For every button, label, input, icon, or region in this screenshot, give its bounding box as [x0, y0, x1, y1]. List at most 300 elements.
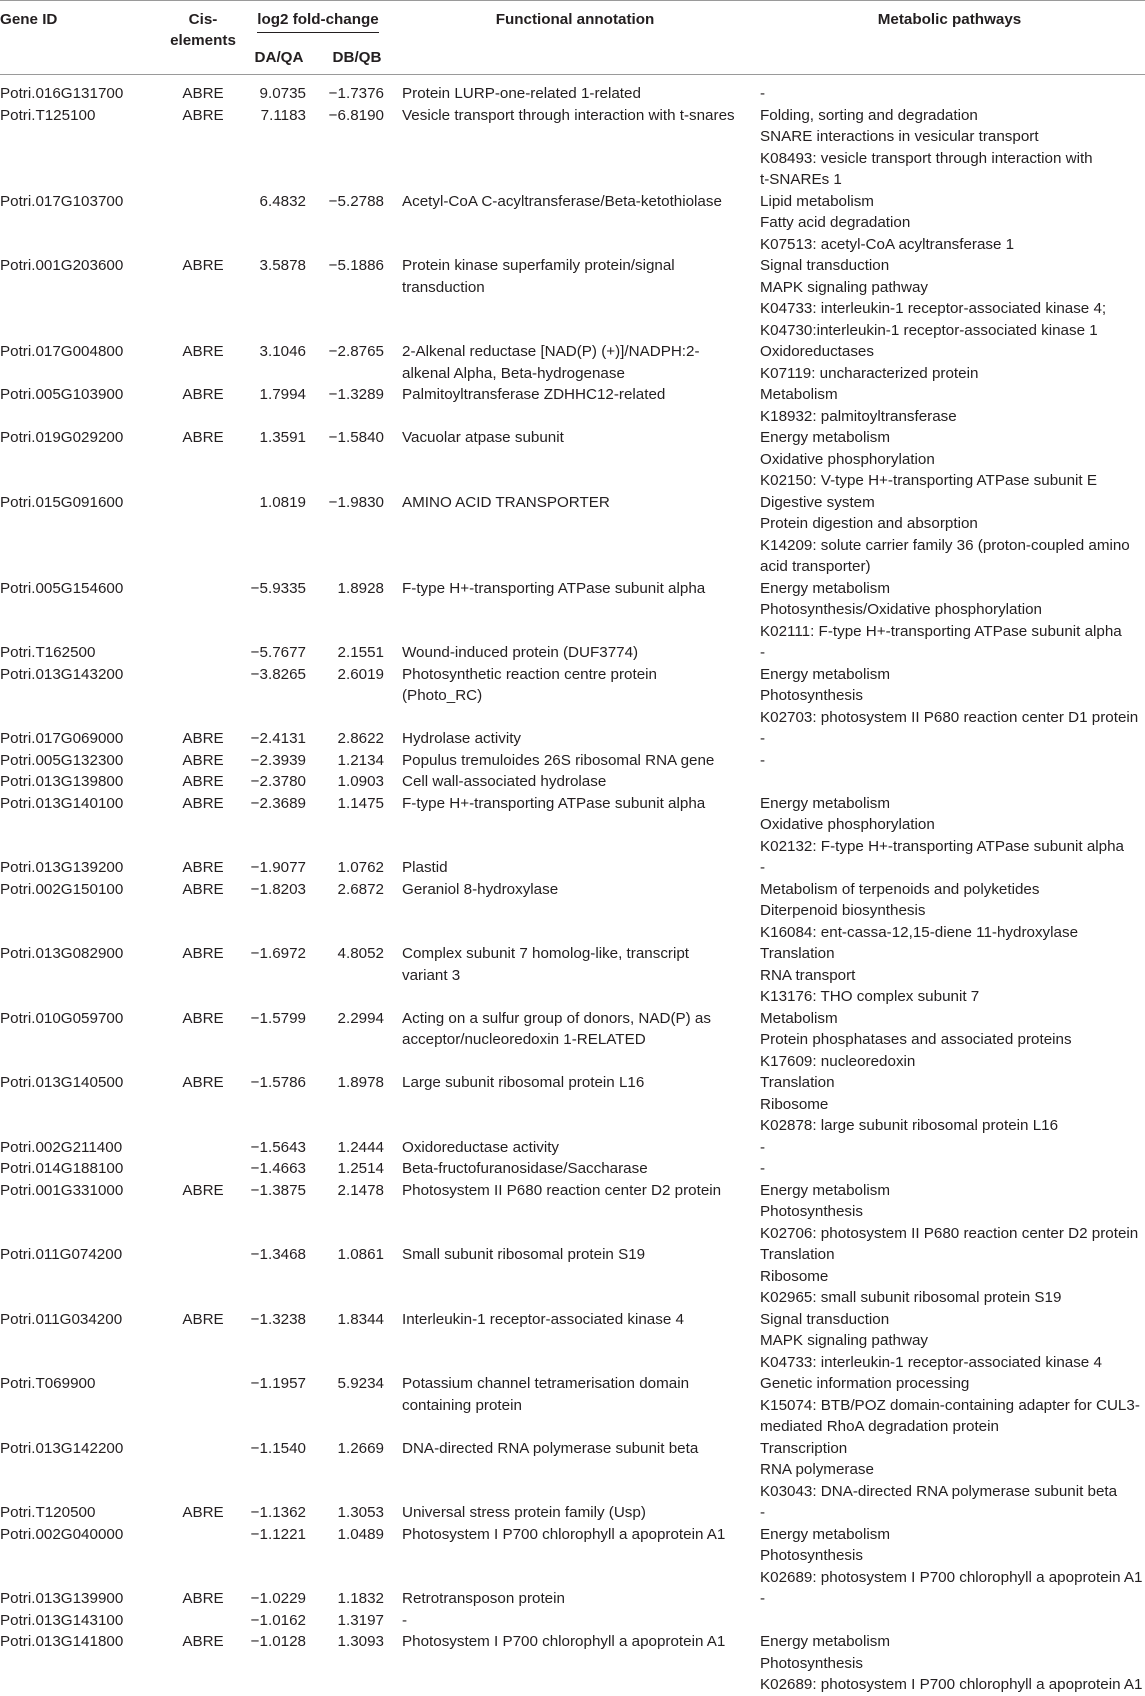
table-row	[0, 105, 1145, 191]
da-qa-value: −1.0128	[250, 1633, 306, 1650]
gene-id-cell: Potri.005G132300	[0, 751, 124, 769]
cis-element-cell: ABRE	[182, 1633, 224, 1650]
functional-annotation-cell	[396, 1008, 754, 1073]
pathway-line: Translation	[760, 1074, 835, 1091]
metabolic-pathway-cell	[754, 943, 1145, 1008]
pathway-line: Oxidative phosphorylation	[760, 816, 935, 833]
functional-annotation-cell	[396, 1438, 754, 1503]
da-qa-value: 1.3591	[259, 429, 306, 446]
gene-id-cell: Potri.013G140500	[0, 1074, 124, 1091]
da-qa-value: −1.0162	[250, 1611, 306, 1629]
table-row	[0, 384, 1145, 427]
gene-id-cell: Potri.013G139800	[0, 773, 124, 790]
pathway-line: K18932: palmitoyltransferase	[760, 407, 957, 425]
annotation-line: Potassium channel tetramerisation domain	[402, 1375, 690, 1392]
metabolic-pathway-cell	[754, 1373, 1145, 1438]
db-qb-value: −1.5840	[328, 429, 384, 446]
table-row	[0, 1244, 1145, 1309]
annotation-line: F-type H+-transporting ATPase subunit alpha	[402, 579, 706, 597]
cis-element-cell: ABRE	[182, 1009, 224, 1027]
pathway-line: Fatty acid degradation	[760, 214, 911, 231]
pathway-line: Energy metabolism	[760, 1525, 890, 1543]
pathway-line: RNA transport	[760, 966, 856, 984]
db-qb-value: 2.6872	[337, 880, 384, 898]
cis-element-cell	[166, 1524, 240, 1589]
annotation-line: Photosystem I P700 chlorophyll a apoprotein A1	[402, 1633, 726, 1650]
gene-id-cell: Potri.013G143100	[0, 1611, 124, 1629]
metabolic-pathway-cell	[754, 857, 1145, 879]
metabolic-pathway-cell	[754, 1158, 1145, 1180]
pathway-line: Energy metabolism	[760, 1633, 890, 1650]
da-qa-value: −1.3875	[250, 1181, 306, 1199]
functional-annotation-cell	[396, 1072, 754, 1137]
table-row	[0, 664, 1145, 729]
da-qa-value: 3.5878	[259, 257, 306, 274]
pathway-line: K04733: interleukin-1 receptor-associated kinase 4	[760, 1353, 1102, 1371]
cis-element-cell: ABRE	[182, 106, 224, 124]
annotation-line: Palmitoyltransferase ZDHHC12-related	[402, 386, 666, 403]
table-row	[0, 75, 1145, 105]
da-qa-value: −2.4131	[250, 730, 306, 747]
annotation-line: Vacuolar atpase subunit	[402, 429, 564, 446]
pathway-line: MAPK signaling pathway	[760, 1332, 928, 1349]
gene-id-cell: Potri.013G139900	[0, 1590, 124, 1607]
db-qb-value: −1.9830	[328, 493, 384, 511]
pathway-line: K03043: DNA-directed RNA polymerase subunit beta	[760, 1482, 1118, 1500]
table-row	[0, 1158, 1145, 1180]
metabolic-pathway-cell	[754, 1610, 1145, 1632]
metabolic-pathway-cell	[754, 1008, 1145, 1073]
annotation-line: (Photo_RC)	[402, 687, 483, 704]
cis-element-cell	[166, 1610, 240, 1632]
metabolic-pathway-cell	[754, 664, 1145, 729]
da-qa-value: −2.3689	[250, 794, 306, 812]
metabolic-pathway-cell	[754, 771, 1145, 793]
cis-element-cell	[166, 1244, 240, 1309]
functional-annotation-cell	[396, 664, 754, 729]
annotation-line: alkenal Alpha, Beta-hydrogenase	[402, 364, 625, 382]
functional-annotation-cell	[396, 1244, 754, 1309]
pathway-line: K07119: uncharacterized protein	[760, 364, 979, 382]
gene-id-cell: Potri.001G331000	[0, 1181, 124, 1199]
table-row	[0, 750, 1145, 772]
header-gene-id: Gene ID	[0, 1, 166, 75]
pathway-line: Protein phosphatases and associated proteins	[760, 1031, 1072, 1048]
gene-id-cell: Potri.011G074200	[0, 1246, 123, 1263]
metabolic-pathway-cell	[754, 1244, 1145, 1309]
db-qb-value: 1.8928	[337, 579, 384, 597]
header-metabolic-pathways: Metabolic pathways	[754, 1, 1145, 75]
functional-annotation-cell	[396, 1158, 754, 1180]
pathway-line: Translation	[760, 945, 835, 962]
pathway-line: RNA polymerase	[760, 1461, 874, 1478]
metabolic-pathway-cell	[754, 1180, 1145, 1245]
pathway-line: Energy metabolism	[760, 1181, 890, 1199]
pathway-line: K02706: photosystem II P680 reaction center D2 protein	[760, 1224, 1139, 1242]
functional-annotation-cell	[396, 75, 754, 105]
pathway-line: Energy metabolism	[760, 429, 890, 446]
table-row	[0, 255, 1145, 341]
table-row	[0, 492, 1145, 578]
table-row	[0, 341, 1145, 384]
pathway-line: K13176: THO complex subunit 7	[760, 988, 980, 1005]
db-qb-value: 1.0903	[337, 773, 384, 790]
db-qb-value: −1.3289	[328, 386, 384, 403]
pathway-line: Photosynthesis	[760, 1203, 863, 1220]
pathway-line: K04730:interleukin-1 receptor-associated kinase 1	[760, 321, 1098, 339]
db-qb-value: −1.7376	[328, 85, 384, 102]
gene-id-cell: Potri.002G150100	[0, 880, 124, 898]
pathway-line: K02111: F-type H+-transporting ATPase subunit alpha	[760, 622, 1122, 640]
header-db-qb: DB/QB	[318, 42, 396, 75]
db-qb-value: −2.8765	[328, 343, 384, 360]
da-qa-value: −2.3939	[250, 751, 306, 769]
db-qb-value: 4.8052	[337, 945, 384, 962]
pathway-line: Photosynthesis	[760, 1654, 863, 1672]
table-row	[0, 427, 1145, 492]
da-qa-value: −1.4663	[250, 1160, 306, 1177]
db-qb-value: 1.2444	[337, 1138, 384, 1156]
annotation-line: Hydrolase activity	[402, 730, 522, 747]
gene-id-cell: Potri.T162500	[0, 644, 96, 661]
functional-annotation-cell	[396, 642, 754, 664]
functional-annotation-cell	[396, 750, 754, 772]
db-qb-value: 5.9234	[337, 1375, 384, 1392]
cis-element-cell	[166, 664, 240, 729]
table-row	[0, 1373, 1145, 1438]
pathway-line: K15074: BTB/POZ domain-containing adapter for CUL3-	[760, 1396, 1140, 1414]
db-qb-value: 1.1475	[337, 794, 384, 812]
db-qb-value: 2.1478	[337, 1181, 384, 1199]
functional-annotation-cell	[396, 1502, 754, 1524]
table-row	[0, 1137, 1145, 1159]
pathway-line: Folding, sorting and degradation	[760, 106, 978, 124]
da-qa-value: −1.8203	[250, 880, 306, 898]
table-row	[0, 191, 1145, 256]
table-row	[0, 879, 1145, 944]
gene-id-cell: Potri.005G154600	[0, 579, 124, 597]
pathway-line: t-SNAREs 1	[760, 171, 842, 188]
annotation-line: Photosystem I P700 chlorophyll a apoprotein A1	[402, 1525, 726, 1543]
gene-id-cell: Potri.005G103900	[0, 386, 124, 403]
pathway-line: Signal transduction	[760, 1310, 890, 1328]
functional-annotation-cell	[396, 191, 754, 256]
table-row	[0, 728, 1145, 750]
cis-element-cell	[166, 492, 240, 578]
cis-element-cell: ABRE	[182, 1181, 224, 1199]
da-qa-value: −1.5643	[250, 1138, 306, 1156]
pathway-line: Energy metabolism	[760, 665, 890, 683]
pathway-line: Lipid metabolism	[760, 192, 874, 210]
gene-id-cell: Potri.013G143200	[0, 665, 124, 683]
pathway-line: -	[760, 751, 766, 769]
gene-id-cell: Potri.015G091600	[0, 493, 124, 511]
da-qa-value: −2.3780	[250, 773, 306, 790]
db-qb-value: 1.3197	[337, 1611, 384, 1629]
cis-element-cell	[166, 191, 240, 256]
table-row	[0, 1524, 1145, 1589]
db-qb-value: 1.0861	[337, 1246, 384, 1263]
pathway-line: Oxidoreductases	[760, 343, 874, 360]
annotation-line: Protein LURP-one-related 1-related	[402, 85, 641, 102]
annotation-line: Oxidoreductase activity	[402, 1138, 560, 1156]
da-qa-value: −1.6972	[250, 945, 306, 962]
annotation-line: Acting on a sulfur group of donors, NAD(P) as	[402, 1009, 711, 1027]
metabolic-pathway-cell	[754, 578, 1145, 643]
functional-annotation-cell	[396, 427, 754, 492]
gene-id-cell: Potri.013G142200	[0, 1439, 124, 1457]
pathway-line: K14209: solute carrier family 36 (proton-coupled amino	[760, 536, 1130, 554]
cis-element-cell: ABRE	[182, 945, 224, 962]
gene-id-cell: Potri.011G034200	[0, 1310, 123, 1328]
cis-element-cell: ABRE	[182, 751, 224, 769]
annotation-line: Cell wall-associated hydrolase	[402, 773, 607, 790]
cis-element-cell: ABRE	[182, 859, 224, 876]
annotation-line: -	[402, 1611, 408, 1629]
da-qa-value: −1.1957	[250, 1375, 306, 1392]
pathway-line: Signal transduction	[760, 257, 890, 274]
functional-annotation-cell	[396, 1610, 754, 1632]
pathway-line: Oxidative phosphorylation	[760, 450, 935, 468]
pathway-line: Ribosome	[760, 1267, 829, 1285]
db-qb-value: 1.1832	[337, 1590, 384, 1607]
metabolic-pathway-cell	[754, 1588, 1145, 1610]
metabolic-pathway-cell	[754, 1137, 1145, 1159]
cis-element-cell	[166, 578, 240, 643]
functional-annotation-cell	[396, 578, 754, 643]
pathway-line: Energy metabolism	[760, 794, 890, 812]
gene-id-cell: Potri.017G103700	[0, 192, 124, 210]
annotation-line: Universal stress protein family (Usp)	[402, 1504, 646, 1521]
da-qa-value: −1.3238	[250, 1310, 306, 1328]
annotation-line: variant 3	[402, 966, 461, 984]
gene-id-cell: Potri.017G069000	[0, 730, 124, 747]
annotation-line: Complex subunit 7 homolog-like, transcript	[402, 945, 690, 962]
db-qb-value: 2.1551	[337, 644, 384, 661]
db-qb-value: −6.8190	[328, 106, 384, 124]
table-row	[0, 771, 1145, 793]
gene-id-cell: Potri.014G188100	[0, 1160, 124, 1177]
pathway-line: SNARE interactions in vesicular transport	[760, 128, 1039, 145]
annotation-line: DNA-directed RNA polymerase subunit beta	[402, 1439, 699, 1457]
functional-annotation-cell	[396, 879, 754, 944]
annotation-line: Wound-induced protein (DUF3774)	[402, 644, 639, 661]
metabolic-pathway-cell	[754, 793, 1145, 858]
header-da-qa: DA/QA	[240, 42, 318, 75]
table-row	[0, 1180, 1145, 1245]
metabolic-pathway-cell	[754, 341, 1145, 384]
pathway-line: Photosynthesis	[760, 1547, 863, 1564]
da-qa-value: 6.4832	[259, 192, 306, 210]
pathway-line: -	[760, 1160, 766, 1177]
annotation-line: acceptor/nucleoredoxin 1-RELATED	[402, 1031, 646, 1048]
functional-annotation-cell	[396, 492, 754, 578]
metabolic-pathway-cell	[754, 1309, 1145, 1374]
pathway-line: K02878: large subunit ribosomal protein L16	[760, 1117, 1059, 1134]
db-qb-value: 1.8344	[337, 1310, 384, 1328]
functional-annotation-cell	[396, 1180, 754, 1245]
gene-id-cell: Potri.016G131700	[0, 85, 124, 102]
pathway-line: Metabolism	[760, 386, 838, 403]
pathway-line: mediated RhoA degradation protein	[760, 1418, 999, 1435]
table-row	[0, 642, 1145, 664]
gene-id-cell: Potri.013G139200	[0, 859, 124, 876]
header-log2-fold-change: log2 fold-change	[240, 1, 396, 43]
metabolic-pathway-cell	[754, 384, 1145, 427]
pathway-line: Diterpenoid biosynthesis	[760, 902, 926, 919]
pathway-line: Ribosome	[760, 1095, 829, 1113]
pathway-line: -	[760, 1504, 766, 1521]
functional-annotation-cell	[396, 771, 754, 793]
metabolic-pathway-cell	[754, 75, 1145, 105]
pathway-line: K02150: V-type H+-transporting ATPase subunit E	[760, 472, 1097, 489]
da-qa-value: −1.3468	[250, 1246, 306, 1263]
db-qb-value: 1.0762	[337, 859, 384, 876]
functional-annotation-cell	[396, 105, 754, 191]
table-row	[0, 1072, 1145, 1137]
db-qb-value: 2.2994	[337, 1009, 384, 1027]
table-row	[0, 578, 1145, 643]
pathway-line: -	[760, 1138, 766, 1156]
table-row	[0, 1438, 1145, 1503]
metabolic-pathway-cell	[754, 1438, 1145, 1503]
annotation-line: AMINO ACID TRANSPORTER	[402, 493, 610, 511]
da-qa-value: −1.5786	[250, 1074, 306, 1091]
table-row	[0, 1502, 1145, 1524]
annotation-line: Photosystem II P680 reaction center D2 protein	[402, 1181, 722, 1199]
pathway-line: -	[760, 644, 766, 661]
metabolic-pathway-cell	[754, 105, 1145, 191]
db-qb-value: 2.8622	[337, 730, 384, 747]
pathway-line: K02132: F-type H+-transporting ATPase subunit alpha	[760, 837, 1125, 855]
pathway-line: K02965: small subunit ribosomal protein S19	[760, 1289, 1062, 1306]
pathway-line: Photosynthesis	[760, 687, 863, 704]
gene-id-cell: Potri.010G059700	[0, 1009, 124, 1027]
da-qa-value: −1.9077	[250, 859, 306, 876]
metabolic-pathway-cell	[754, 879, 1145, 944]
functional-annotation-cell	[396, 1588, 754, 1610]
cis-element-cell: ABRE	[182, 343, 224, 360]
functional-annotation-cell	[396, 1137, 754, 1159]
pathway-line: K04733: interleukin-1 receptor-associated kinase 4;	[760, 300, 1107, 317]
functional-annotation-cell	[396, 341, 754, 384]
functional-annotation-cell	[396, 943, 754, 1008]
da-qa-value: 9.0735	[259, 85, 306, 102]
annotation-line: Interleukin-1 receptor-associated kinase 4	[402, 1310, 684, 1328]
annotation-line: Plastid	[402, 859, 448, 876]
functional-annotation-cell	[396, 793, 754, 858]
functional-annotation-cell	[396, 384, 754, 427]
pathway-line: Translation	[760, 1246, 835, 1263]
db-qb-value: −5.2788	[328, 192, 384, 210]
gene-id-cell: Potri.013G141800	[0, 1633, 124, 1650]
db-qb-value: −5.1886	[328, 257, 384, 274]
table-row	[0, 1008, 1145, 1073]
da-qa-value: −3.8265	[250, 665, 306, 683]
pathway-line: Photosynthesis/Oxidative phosphorylation	[760, 601, 1042, 618]
pathway-line: acid transporter)	[760, 558, 871, 575]
da-qa-value: −5.9335	[250, 579, 306, 597]
functional-annotation-cell	[396, 1373, 754, 1438]
gene-id-cell: Potri.013G140100	[0, 794, 124, 812]
db-qb-value: 1.3093	[337, 1633, 384, 1650]
annotation-line: Geraniol 8-hydroxylase	[402, 880, 559, 898]
metabolic-pathway-cell	[754, 1502, 1145, 1524]
gene-id-cell: Potri.017G004800	[0, 343, 124, 360]
db-qb-value: 1.8978	[337, 1074, 384, 1091]
db-qb-value: 1.2134	[337, 751, 384, 769]
functional-annotation-cell	[396, 1309, 754, 1374]
db-qb-value: 2.6019	[337, 665, 384, 683]
gene-id-cell: Potri.T125100	[0, 106, 96, 124]
pathway-line: K02689: photosystem I P700 chlorophyll a apoprotein A1	[760, 1676, 1143, 1693]
table-row	[0, 1309, 1145, 1374]
metabolic-pathway-cell	[754, 1072, 1145, 1137]
annotation-line: Acetyl-CoA C-acyltransferase/Beta-ketothiolase	[402, 192, 722, 210]
pathway-line: K08493: vesicle transport through interaction with	[760, 149, 1093, 167]
gene-id-cell: Potri.T120500	[0, 1504, 96, 1521]
table-header	[0, 1, 1145, 75]
pathway-line: Digestive system	[760, 493, 875, 511]
da-qa-value: −1.1221	[250, 1525, 306, 1543]
cis-element-cell: ABRE	[182, 1074, 224, 1091]
cis-element-cell	[166, 1373, 240, 1438]
pathway-line: Metabolism of terpenoids and polyketides	[760, 880, 1040, 898]
da-qa-value: 1.7994	[259, 386, 306, 403]
gene-id-cell: Potri.019G029200	[0, 429, 124, 446]
pathway-line: K16084: ent-cassa-12,15-diene 11-hydroxylase	[760, 923, 1079, 941]
header-functional-annotation: Functional annotation	[396, 1, 754, 75]
functional-annotation-cell	[396, 728, 754, 750]
db-qb-value: 1.2669	[337, 1439, 384, 1457]
gene-id-cell: Potri.002G040000	[0, 1525, 124, 1543]
gene-id-cell: Potri.013G082900	[0, 945, 124, 962]
gene-id-cell: Potri.002G211400	[0, 1138, 123, 1156]
metabolic-pathway-cell	[754, 642, 1145, 664]
cis-element-cell: ABRE	[182, 880, 224, 898]
metabolic-pathway-cell	[754, 1524, 1145, 1589]
table-row	[0, 1610, 1145, 1632]
db-qb-value: 1.2514	[337, 1160, 384, 1177]
pathway-line: -	[760, 859, 766, 876]
annotation-line: Photosynthetic reaction centre protein	[402, 665, 657, 683]
annotation-line: transduction	[402, 278, 485, 296]
annotation-line: Protein kinase superfamily protein/signal	[402, 257, 675, 274]
annotation-line: Vesicle transport through interaction with t-snares	[402, 106, 735, 124]
da-qa-value: 7.1183	[260, 106, 306, 124]
cis-element-cell: ABRE	[182, 429, 224, 446]
functional-annotation-cell	[396, 1524, 754, 1589]
pathway-line: K07513: acetyl-CoA acyltransferase 1	[760, 235, 1015, 253]
metabolic-pathway-cell	[754, 728, 1145, 750]
da-qa-value: −1.1540	[250, 1439, 306, 1457]
pathway-line: Transcription	[760, 1439, 848, 1457]
db-qb-value: 1.3053	[337, 1504, 384, 1521]
annotation-line: Small subunit ribosomal protein S19	[402, 1246, 646, 1263]
da-qa-value: −1.1362	[250, 1504, 306, 1521]
pathway-line: MAPK signaling pathway	[760, 278, 928, 296]
cis-element-cell: ABRE	[182, 794, 224, 812]
cis-element-cell: ABRE	[182, 773, 224, 790]
gene-id-cell: Potri.001G203600	[0, 257, 124, 274]
functional-annotation-cell	[396, 255, 754, 341]
annotation-line: Beta-fructofuranosidase/Saccharase	[402, 1160, 648, 1177]
cis-element-cell	[166, 1137, 240, 1159]
table-row	[0, 1588, 1145, 1610]
da-qa-value: −5.7677	[250, 644, 306, 661]
annotation-line: F-type H+-transporting ATPase subunit alpha	[402, 794, 706, 812]
header-cis-elements: Cis- elements	[166, 1, 240, 75]
